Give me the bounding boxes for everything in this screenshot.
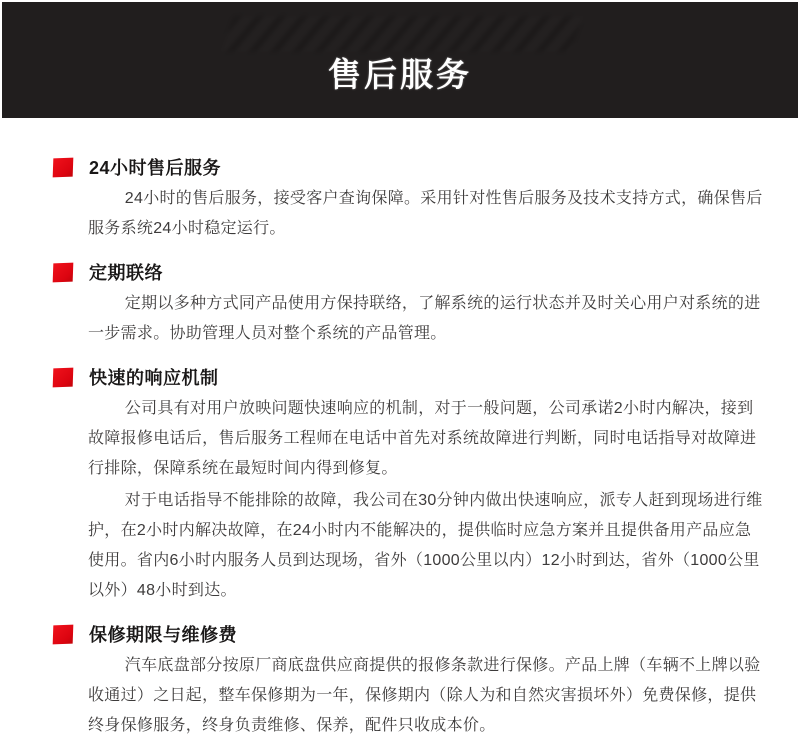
red-square-bullet-icon xyxy=(53,367,74,387)
section-paragraph: 汽车底盘部分按原厂商底盘供应商提供的报修条款进行保修。产品上牌（车辆不上牌以验收通过）之日起，整车保修期为一年，保修期内（除人为和自然灾害损坏外）免费保修，提供终身保修服务，终身负责维修、保养，配件只收成本价。 xyxy=(88,657,761,734)
red-square-bullet-icon xyxy=(53,262,74,282)
section-24h-service xyxy=(53,154,765,244)
section-head xyxy=(53,364,765,390)
section-heading: 快速的响应机制 xyxy=(89,368,219,388)
watermark xyxy=(220,16,583,52)
section-heading: 定期联络 xyxy=(89,263,163,283)
section-heading: 保修期限与维修费 xyxy=(89,625,237,645)
section-regular-contact xyxy=(53,259,765,349)
red-square-bullet-icon xyxy=(53,624,74,644)
section-head xyxy=(53,621,765,647)
section-paragraph: 公司具有对用户放映问题快速响应的机制，对于一般问题，公司承诺2小时内解决，接到故障报修电话后，售后服务工程师在电话中首先对系统故障进行判断，同时电话指导对故障进行排除，保障系统在最短时间内得到修复。 xyxy=(88,400,757,477)
page-title: 售后服务 xyxy=(328,55,472,93)
section-paragraph: 24小时的售后服务，接受客户查询保障。采用针对性售后服务及技术支持方式，确保售后服务系统24小时稳定运行。 xyxy=(88,190,763,237)
section-paragraph: 定期以多种方式同产品使用方保持联络，了解系统的运行状态并及时关心用户对系统的进一步需求。协助管理人员对整个系统的产品管理。 xyxy=(88,295,761,342)
content-area xyxy=(0,118,800,756)
section-head xyxy=(53,259,765,285)
red-square-bullet-icon xyxy=(53,157,74,177)
section-paragraph: 对于电话指导不能排除的故障，我公司在30分钟内做出快速响应，派专人赶到现场进行维护，在2小时内解决故障，在24小时内不能解决的，提供临时应急方案并且提供备用产品应急使用。省内6小时内服务人员到达现场，省外（1000公里以内）12小时到达，省外（1000公里以外）48小时到达。 xyxy=(88,492,763,599)
page-header xyxy=(2,2,798,118)
section-warranty xyxy=(53,621,765,741)
section-head xyxy=(53,154,765,180)
section-heading: 24小时售后服务 xyxy=(89,158,222,178)
section-rapid-response xyxy=(53,364,765,606)
